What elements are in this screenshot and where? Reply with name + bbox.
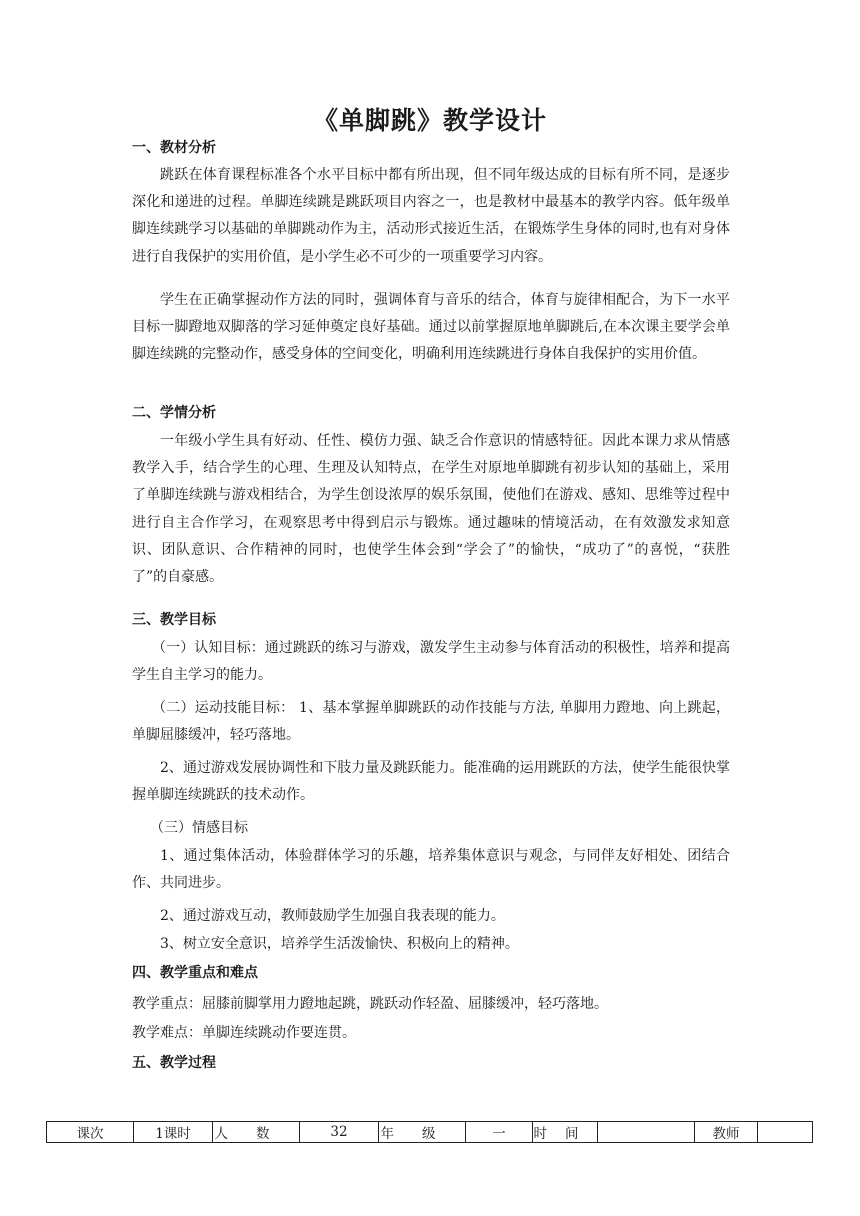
document-title: 《单脚跳》教学设计 xyxy=(312,106,547,135)
table-cell-count-value: 32 xyxy=(300,1122,379,1143)
table-cell-label-time: 时间 xyxy=(533,1122,598,1143)
objective-cognitive: （一）认知目标：通过跳跃的练习与游戏，激发学生主动参与体育活动的积极性，培养和提高学生自主学习的能力。 xyxy=(132,640,730,684)
table-cell-grade-value: 一 xyxy=(466,1122,533,1143)
difficult-point-text: 教学难点：单脚连续跳动作要连贯。 xyxy=(132,1025,356,1041)
objective-emotional-3: 3、树立安全意识，培养学生活泼愉快、积极向上的精神。 xyxy=(160,936,519,952)
table-cell-label-count: 人数 xyxy=(213,1122,300,1143)
table-cell-label-lesson: 课次 xyxy=(47,1122,134,1143)
section-heading-key-points: 四、教学重点和难点 xyxy=(132,965,258,981)
table-cell-teacher-value xyxy=(758,1122,813,1143)
materials-paragraph-2: 学生在正确掌握动作方法的同时，强调体育与音乐的结合，体育与旋律相配合，为下一水平目标一脚蹬地双脚落的学习延伸奠定良好基础。通过以前掌握原地单脚跳后,在本次课主要学会单脚连续跳的完整动作，感受身体的空间变化，明确利用连续跳进行身体自我保护的实用价值。 xyxy=(132,292,730,363)
objective-emotional-2: 2、通过游戏互动，教师鼓励学生加强自我表现的能力。 xyxy=(160,908,505,924)
objective-motor-skill-2: 2、通过游戏发展协调性和下肢力量及跳跃能力。能准确的运用跳跃的方法，使学生能很快掌握单脚连续跳跃的技术动作。 xyxy=(132,760,730,804)
objective-motor-skill: （二）运动技能目标： 1、基本掌握单脚跳跃的动作技能与方法, 单脚用力蹬地、向上跳起，单脚屈膝缓冲，轻巧落地。 xyxy=(132,700,730,744)
section-heading-materials: 一、教材分析 xyxy=(132,140,216,156)
students-paragraph: 一年级小学生具有好动、任性、模仿力强、缺乏合作意识的情感特征。因此本课力求从情感教学入手，结合学生的心理、生理及认知特点，在学生对原地单脚跳有初步认知的基础上，采用了单脚连续跳与游戏相结合，为学生创设浓厚的娱乐氛围，使他们在游戏、感知、思维等过程中进行自主合作学习，在观察思考中得到启示与锻炼。通过趣味的情境活动，在有效激发求知意识、团队意识、合作精神的同时，也使学生体会到“学会了”的愉快，“成功了”的喜悦，“获胜了”的自豪感。 xyxy=(132,433,730,586)
objective-emotional-1: 1、通过集体活动，体验群体学习的乐趣，培养集体意识与观念，与同伴友好相处、团结合作、共同进步。 xyxy=(132,848,730,892)
key-point-text: 教学重点：屈膝前脚掌用力蹬地起跳，跳跃动作轻盈、屈膝缓冲，轻巧落地。 xyxy=(132,996,608,1012)
lesson-info-table xyxy=(46,1121,813,1143)
table-cell-lesson-value: 1课时 xyxy=(134,1122,213,1143)
table-cell-label-grade: 年级 xyxy=(379,1122,466,1143)
section-heading-process: 五、教学过程 xyxy=(132,1055,216,1071)
objective-emotional-heading: （三）情感目标 xyxy=(150,820,248,836)
table-cell-label-teacher: 教师 xyxy=(695,1122,758,1143)
table-cell-time-value xyxy=(598,1122,695,1143)
section-heading-students: 二、学情分析 xyxy=(132,405,216,421)
materials-paragraph-1: 跳跃在体育课程标准各个水平目标中都有所出现，但不同年级达成的目标有所不同，是逐步深化和递进的过程。单脚连续跳是跳跃项目内容之一，也是教材中最基本的教学内容。低年级单脚连续跳学习以基础的单脚跳动作为主，活动形式接近生活，在锻炼学生身体的同时,也有对身体进行自我保护的实用价值，是小学生必不可少的一项重要学习内容。 xyxy=(132,167,730,265)
section-heading-objectives: 三、教学目标 xyxy=(132,612,216,628)
table-row xyxy=(47,1122,813,1143)
